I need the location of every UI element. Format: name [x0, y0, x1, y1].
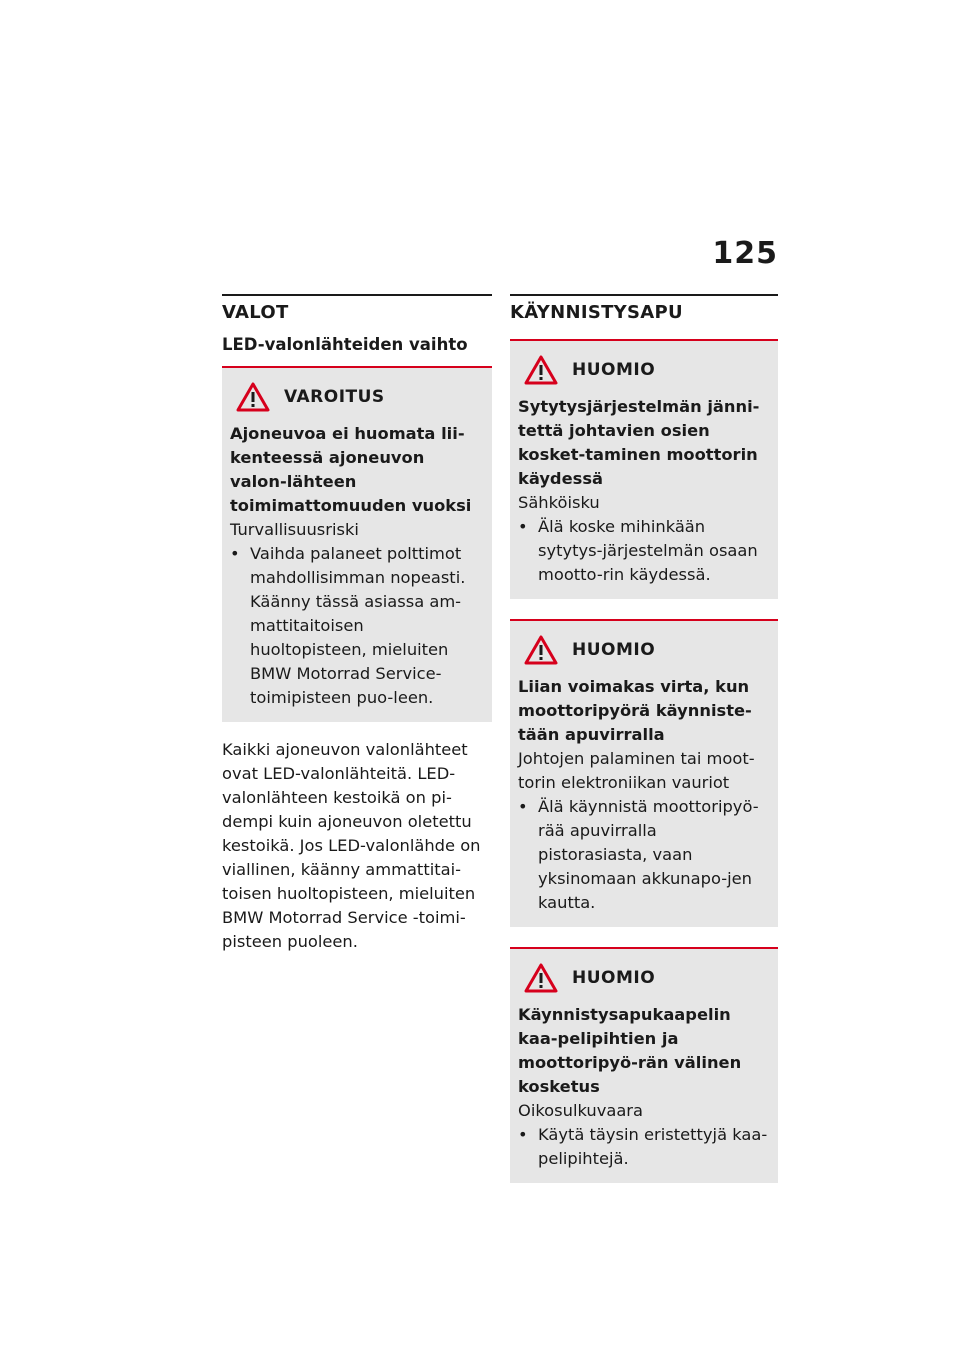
notice-consequence: Sähköisku: [518, 493, 600, 512]
notice-cause: Liian voimakas virta, kun moottoripyörä käynniste-tään apuvirralla: [518, 677, 752, 744]
notice-action-item: • Vaihda palaneet polttimot mahdollisimman nopeasti. Käänny tässä asiassa am-mattitaitoisen huoltopisteen, mieluiten BMW Motorrad Service-toimipisteen puo-leen.: [230, 542, 484, 710]
warning-triangle-icon: [524, 635, 558, 665]
notice-consequence: Turvallisuusriski: [230, 520, 359, 539]
notice-actions: [518, 795, 770, 915]
notice-header: [518, 635, 770, 665]
notice-actions: [518, 515, 770, 587]
section-title: VALOT: [222, 302, 289, 323]
notice-label: HUOMIO: [572, 968, 656, 988]
caution-notice-3: [510, 947, 778, 1183]
notice-label: HUOMIO: [572, 360, 656, 380]
section-rule: [222, 294, 492, 296]
notice-header: [518, 355, 770, 385]
notice-consequence: Oikosulkuvaara: [518, 1101, 643, 1120]
warning-triangle-icon: [524, 963, 558, 993]
subsection-title: LED-valonlähteiden vaihto: [222, 335, 468, 354]
notice-cause: Käynnistysapukaapelin kaa-pelipihtien ja moottoripyö-rän välinen kosketus: [518, 1005, 742, 1096]
notice-cause: Sytytysjärjestelmän jänni-tettä johtavien osien kosket-taminen moottorin käydessä: [518, 397, 760, 488]
body-paragraph: Kaikki ajoneuvon valonlähteet ovat LED-valonlähteitä. LED-valonlähteen kestoikä on pi-dempi kuin ajoneuvon oletettu kestoikä. Jos LED-valonlähde on viallinen, käänny ammattitai-toisen huoltopisteen, mieluiten BMW Motorrad Service -toimi-pisteen puoleen.: [222, 740, 481, 951]
notice-label: HUOMIO: [572, 640, 656, 660]
notice-cause: Ajoneuvoa ei huomata lii-kenteessä ajoneuvon valon-lähteen toimimattomuuden vuoksi: [230, 424, 472, 515]
notice-actions: [518, 1123, 770, 1171]
notice-header: [518, 963, 770, 993]
spacer: [510, 927, 778, 947]
notice-label: VAROITUS: [284, 387, 385, 407]
warning-notice: [222, 366, 492, 722]
caution-notice-2: [510, 619, 778, 927]
caution-notice-1: [510, 339, 778, 599]
section-rule: [510, 294, 778, 296]
notice-action-item: • Älä käynnistä moottoripyö-rää apuvirralla pistorasiasta, vaan yksinomaan akkunapo-jen kautta.: [518, 795, 770, 915]
notice-header: [230, 382, 484, 412]
notice-action-item: • Käytä täysin eristettyjä kaa-pelipihtejä.: [518, 1123, 770, 1171]
section-title: KÄYNNISTYSAPU: [510, 302, 683, 323]
right-column: [510, 294, 778, 1183]
warning-triangle-icon: [524, 355, 558, 385]
left-column: [222, 294, 492, 954]
notice-actions: [230, 542, 484, 710]
spacer: [510, 599, 778, 619]
warning-triangle-icon: [236, 382, 270, 412]
notice-action-item: • Älä koske mihinkään sytytys-järjestelmän osaan mootto-rin käydessä.: [518, 515, 770, 587]
notice-consequence: Johtojen palaminen tai moot-torin elektroniikan vauriot: [518, 749, 755, 792]
page-number: 125: [712, 236, 778, 271]
